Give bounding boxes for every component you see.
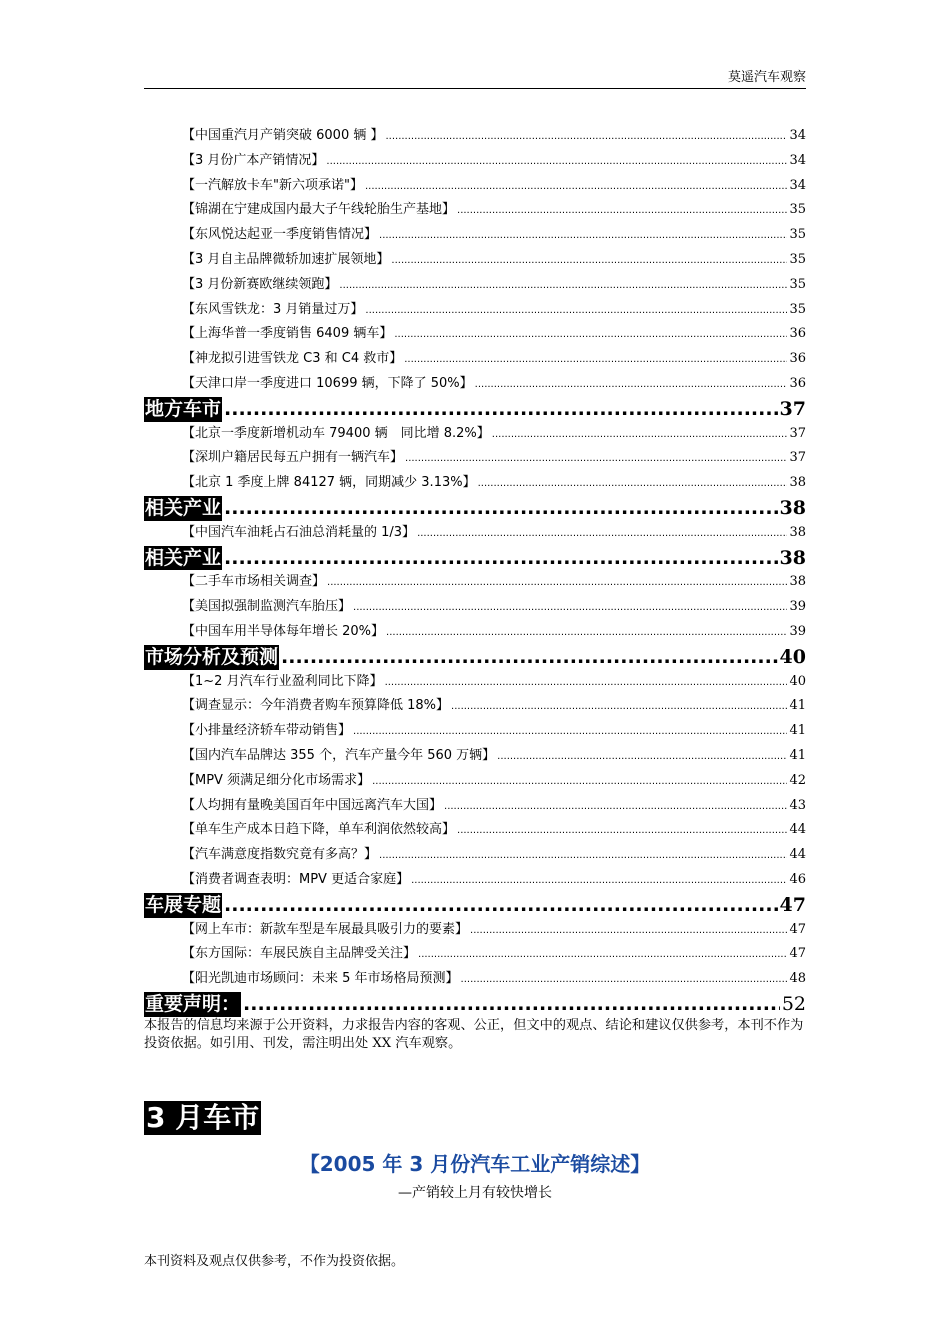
toc-entry[interactable]	[144, 868, 806, 893]
toc-entry-title: 【北京 1 季度上牌 84127 辆，同期减少 3.13%】	[182, 475, 476, 491]
toc-entry-page: 41	[789, 698, 806, 714]
dot-leader	[339, 274, 787, 299]
dot-leader	[478, 472, 788, 497]
toc-entry-page: 43	[789, 797, 806, 813]
toc-section-title: 相关产业	[145, 496, 222, 519]
dot-leader	[224, 893, 778, 918]
header-title: 莫遥汽车观察	[727, 70, 806, 85]
toc-entry-page: 47	[789, 921, 806, 937]
section-heading: 3 月车市	[146, 1101, 260, 1134]
dot-leader	[224, 397, 778, 422]
dot-leader	[353, 596, 787, 621]
dot-leader	[385, 125, 787, 150]
toc-entry-title: 【中国汽车油耗占石油总消耗量的 1/3】	[182, 524, 416, 540]
toc-entry-title: 【汽车满意度指数究竟有多高？】	[182, 847, 378, 863]
toc-entry-page: 34	[789, 128, 806, 143]
dot-leader	[451, 695, 787, 720]
toc-group-market	[144, 670, 806, 893]
toc-entry-title: 【阳光凯迪市场顾问：未来 5 年市场格局预测】	[182, 971, 459, 987]
toc-entry[interactable]	[144, 918, 806, 943]
dot-leader	[385, 671, 788, 696]
toc-section-title: 地方车市	[145, 397, 222, 420]
dot-leader	[372, 770, 787, 795]
toc-entry[interactable]	[144, 273, 806, 298]
page-footer: 本刊资料及观点仅供参考，不作为投资依据。	[144, 1254, 405, 1269]
dot-leader	[327, 571, 787, 596]
header-divider	[144, 88, 806, 89]
toc-entry[interactable]	[144, 422, 806, 447]
toc-entry-page: 36	[789, 375, 806, 391]
toc-entry-title: 【小排量经济轿车带动销售】	[182, 723, 352, 739]
toc-entry-page: 41	[789, 723, 806, 739]
toc-section-show[interactable]	[144, 893, 806, 918]
dot-leader	[492, 423, 788, 448]
dot-leader	[418, 943, 787, 968]
article-title: 【2005 年 3 月份汽车工业产销综述】	[299, 1152, 651, 1176]
toc-entry-page: 38	[789, 524, 806, 540]
dot-leader	[353, 720, 787, 745]
toc-section-notice[interactable]	[144, 992, 806, 1017]
toc-entry-title: 【调查显示：今年消费者购车预算降低 18%】	[182, 698, 450, 714]
toc-section-page: 47	[779, 893, 806, 916]
toc-entry[interactable]	[144, 719, 806, 744]
dot-leader	[386, 621, 787, 646]
toc-entry-title: 【北京一季度新增机动车 79400 辆 同比增 8.2%】	[182, 425, 490, 441]
dot-leader	[391, 249, 787, 274]
dot-leader	[497, 745, 787, 770]
dot-leader	[475, 373, 788, 398]
toc-entry[interactable]	[144, 794, 806, 819]
toc-entry[interactable]	[144, 570, 806, 595]
toc-entry[interactable]	[144, 322, 806, 347]
toc-entry-page: 46	[789, 871, 806, 887]
toc-entry-title: 【一汽解放卡车"新六项承诺"】	[182, 177, 363, 193]
toc-entry-title: 【3 月份新赛欧继续领跑】	[182, 276, 338, 292]
toc-entry-page: 36	[789, 351, 806, 367]
toc-entry-page: 35	[789, 202, 806, 218]
toc-entry-title: 【东风雪铁龙：3 月销量过万】	[182, 301, 364, 317]
toc-entry-title: 【锦湖在宁建成国内最大子午线轮胎生产基地】	[182, 202, 456, 218]
toc-entry-title: 【天津口岸一季度进口 10699 辆，下降了 50%】	[182, 375, 473, 391]
toc-entry[interactable]	[144, 744, 806, 769]
toc-entry-page: 42	[789, 772, 806, 788]
toc-group-show	[144, 918, 806, 992]
toc-section-title: 市场分析及预测	[145, 645, 279, 668]
toc-entry-title: 【网上车市：新款车型是车展最具吸引力的要素】	[182, 921, 469, 937]
dot-leader	[365, 299, 787, 324]
toc-entry[interactable]	[144, 223, 806, 248]
toc-group-related-1	[144, 521, 806, 546]
dot-leader	[461, 968, 788, 993]
toc-entry-page: 35	[789, 227, 806, 243]
toc-section-page: 38	[779, 496, 806, 519]
toc-section-page: 37	[779, 397, 806, 420]
dot-leader	[281, 645, 778, 670]
disclaimer-text: 本报告的信息均来源于公开资料，力求报告内容的客观、公正，但文中的观点、结论和建议仅供参考，本刊不作为投资依据。如引用、刊发，需注明出处 XX 汽车观察。	[144, 1017, 804, 1051]
dot-leader	[379, 844, 787, 869]
toc-entry-title: 【上海华普一季度销售 6409 辆车】	[182, 326, 393, 342]
toc-entry[interactable]	[144, 942, 806, 967]
dot-leader	[394, 323, 787, 348]
toc-entry-page: 37	[789, 450, 806, 466]
toc-entry-title: 【1~2 月汽车行业盈利同比下降】	[182, 673, 383, 689]
toc-group-related-2	[144, 570, 806, 644]
toc-entry-title: 【3 月自主品牌微轿加速扩展领地】	[182, 251, 390, 267]
table-of-contents	[144, 124, 806, 1053]
dot-leader	[404, 348, 787, 373]
toc-entry[interactable]	[144, 967, 806, 992]
article-subtitle: —产销较上月有较快增长	[398, 1185, 552, 1201]
toc-entry-page: 38	[789, 574, 806, 590]
toc-entry[interactable]	[144, 149, 806, 174]
toc-entry-page: 38	[789, 475, 806, 491]
toc-group-a	[144, 124, 806, 397]
toc-entry-title: 【单车生产成本日趋下降，单车利润依然较高】	[182, 822, 456, 838]
toc-section-local[interactable]	[144, 397, 806, 422]
toc-entry[interactable]	[144, 347, 806, 372]
toc-entry[interactable]	[144, 124, 806, 149]
toc-entry[interactable]	[144, 694, 806, 719]
toc-entry[interactable]	[144, 521, 806, 546]
toc-group-local	[144, 422, 806, 496]
toc-entry-title: 【消费者调查表明：MPV 更适合家庭】	[182, 871, 410, 887]
dot-leader	[411, 869, 787, 894]
toc-entry[interactable]	[144, 595, 806, 620]
toc-entry[interactable]	[144, 670, 806, 695]
toc-entry-page: 44	[789, 847, 806, 863]
dot-leader	[417, 522, 787, 547]
toc-entry[interactable]	[144, 298, 806, 323]
toc-entry-title: 【东风悦达起亚一季度销售情况】	[182, 227, 378, 243]
toc-entry-page: 39	[789, 599, 806, 615]
toc-entry-page: 39	[789, 623, 806, 639]
toc-entry-page: 47	[789, 946, 806, 962]
toc-entry[interactable]	[144, 818, 806, 843]
dot-leader	[365, 175, 787, 200]
dot-leader	[457, 819, 787, 844]
dot-leader	[405, 447, 787, 472]
toc-entry-page: 44	[789, 822, 806, 838]
toc-section-title: 车展专题	[145, 893, 222, 916]
toc-entry-page: 41	[789, 747, 806, 763]
toc-entry-title: 【神龙拟引进雪铁龙 C3 和 C4 救市】	[182, 351, 403, 367]
dot-leader	[379, 224, 787, 249]
toc-entry[interactable]	[144, 372, 806, 397]
toc-section-page: 52	[781, 992, 806, 1015]
toc-entry-title: 【MPV 须满足细分化市场需求】	[182, 772, 371, 788]
toc-entry[interactable]	[144, 248, 806, 273]
toc-entry-page: 34	[789, 152, 806, 168]
toc-entry[interactable]	[144, 620, 806, 645]
toc-entry-page: 35	[789, 301, 806, 317]
toc-entry[interactable]	[144, 198, 806, 223]
dot-leader	[444, 795, 787, 820]
toc-section-related-2[interactable]	[144, 546, 806, 571]
toc-entry-title: 【深圳户籍居民每五户拥有一辆汽车】	[182, 450, 404, 466]
dot-leader	[457, 199, 787, 224]
toc-entry-page: 40	[789, 673, 806, 689]
toc-entry-title: 【二手车市场相关调查】	[182, 574, 326, 590]
toc-entry-title: 【美国拟强制监测汽车胎压】	[182, 599, 352, 615]
toc-section-market[interactable]	[144, 645, 806, 670]
toc-entry-page: 35	[789, 276, 806, 292]
toc-entry[interactable]	[144, 174, 806, 199]
toc-entry-page: 37	[789, 425, 806, 441]
toc-entry[interactable]	[144, 471, 806, 496]
toc-entry[interactable]	[144, 769, 806, 794]
toc-entry-title: 【东方国际：车展民族自主品牌受关注】	[182, 946, 417, 962]
dot-leader	[243, 992, 780, 1017]
toc-entry-page: 36	[789, 326, 806, 342]
toc-section-title: 重要声明：	[145, 992, 241, 1015]
toc-entry-page: 35	[789, 251, 806, 267]
toc-entry-title: 【人均拥有量晚美国百年中国远离汽车大国】	[182, 797, 443, 813]
toc-entry[interactable]	[144, 843, 806, 868]
toc-entry[interactable]	[144, 446, 806, 471]
toc-section-page: 38	[779, 546, 806, 569]
toc-entry-title: 【中国车用半导体每年增长 20%】	[182, 623, 385, 639]
toc-entry-title: 【国内汽车品牌达 355 个，汽车产量今年 560 万辆】	[182, 747, 496, 763]
toc-entry-title: 【中国重汽月产销突破 6000 辆 】	[182, 128, 384, 143]
toc-entry-page: 34	[789, 177, 806, 193]
toc-section-related-1[interactable]	[144, 496, 806, 521]
toc-section-title: 相关产业	[145, 546, 222, 569]
toc-entry-page: 48	[789, 971, 806, 987]
toc-section-page: 40	[779, 645, 806, 668]
dot-leader	[224, 496, 778, 521]
toc-entry-title: 【3 月份广本产销情况】	[182, 152, 325, 168]
dot-leader	[326, 150, 787, 175]
dot-leader	[224, 546, 778, 571]
dot-leader	[470, 919, 787, 944]
